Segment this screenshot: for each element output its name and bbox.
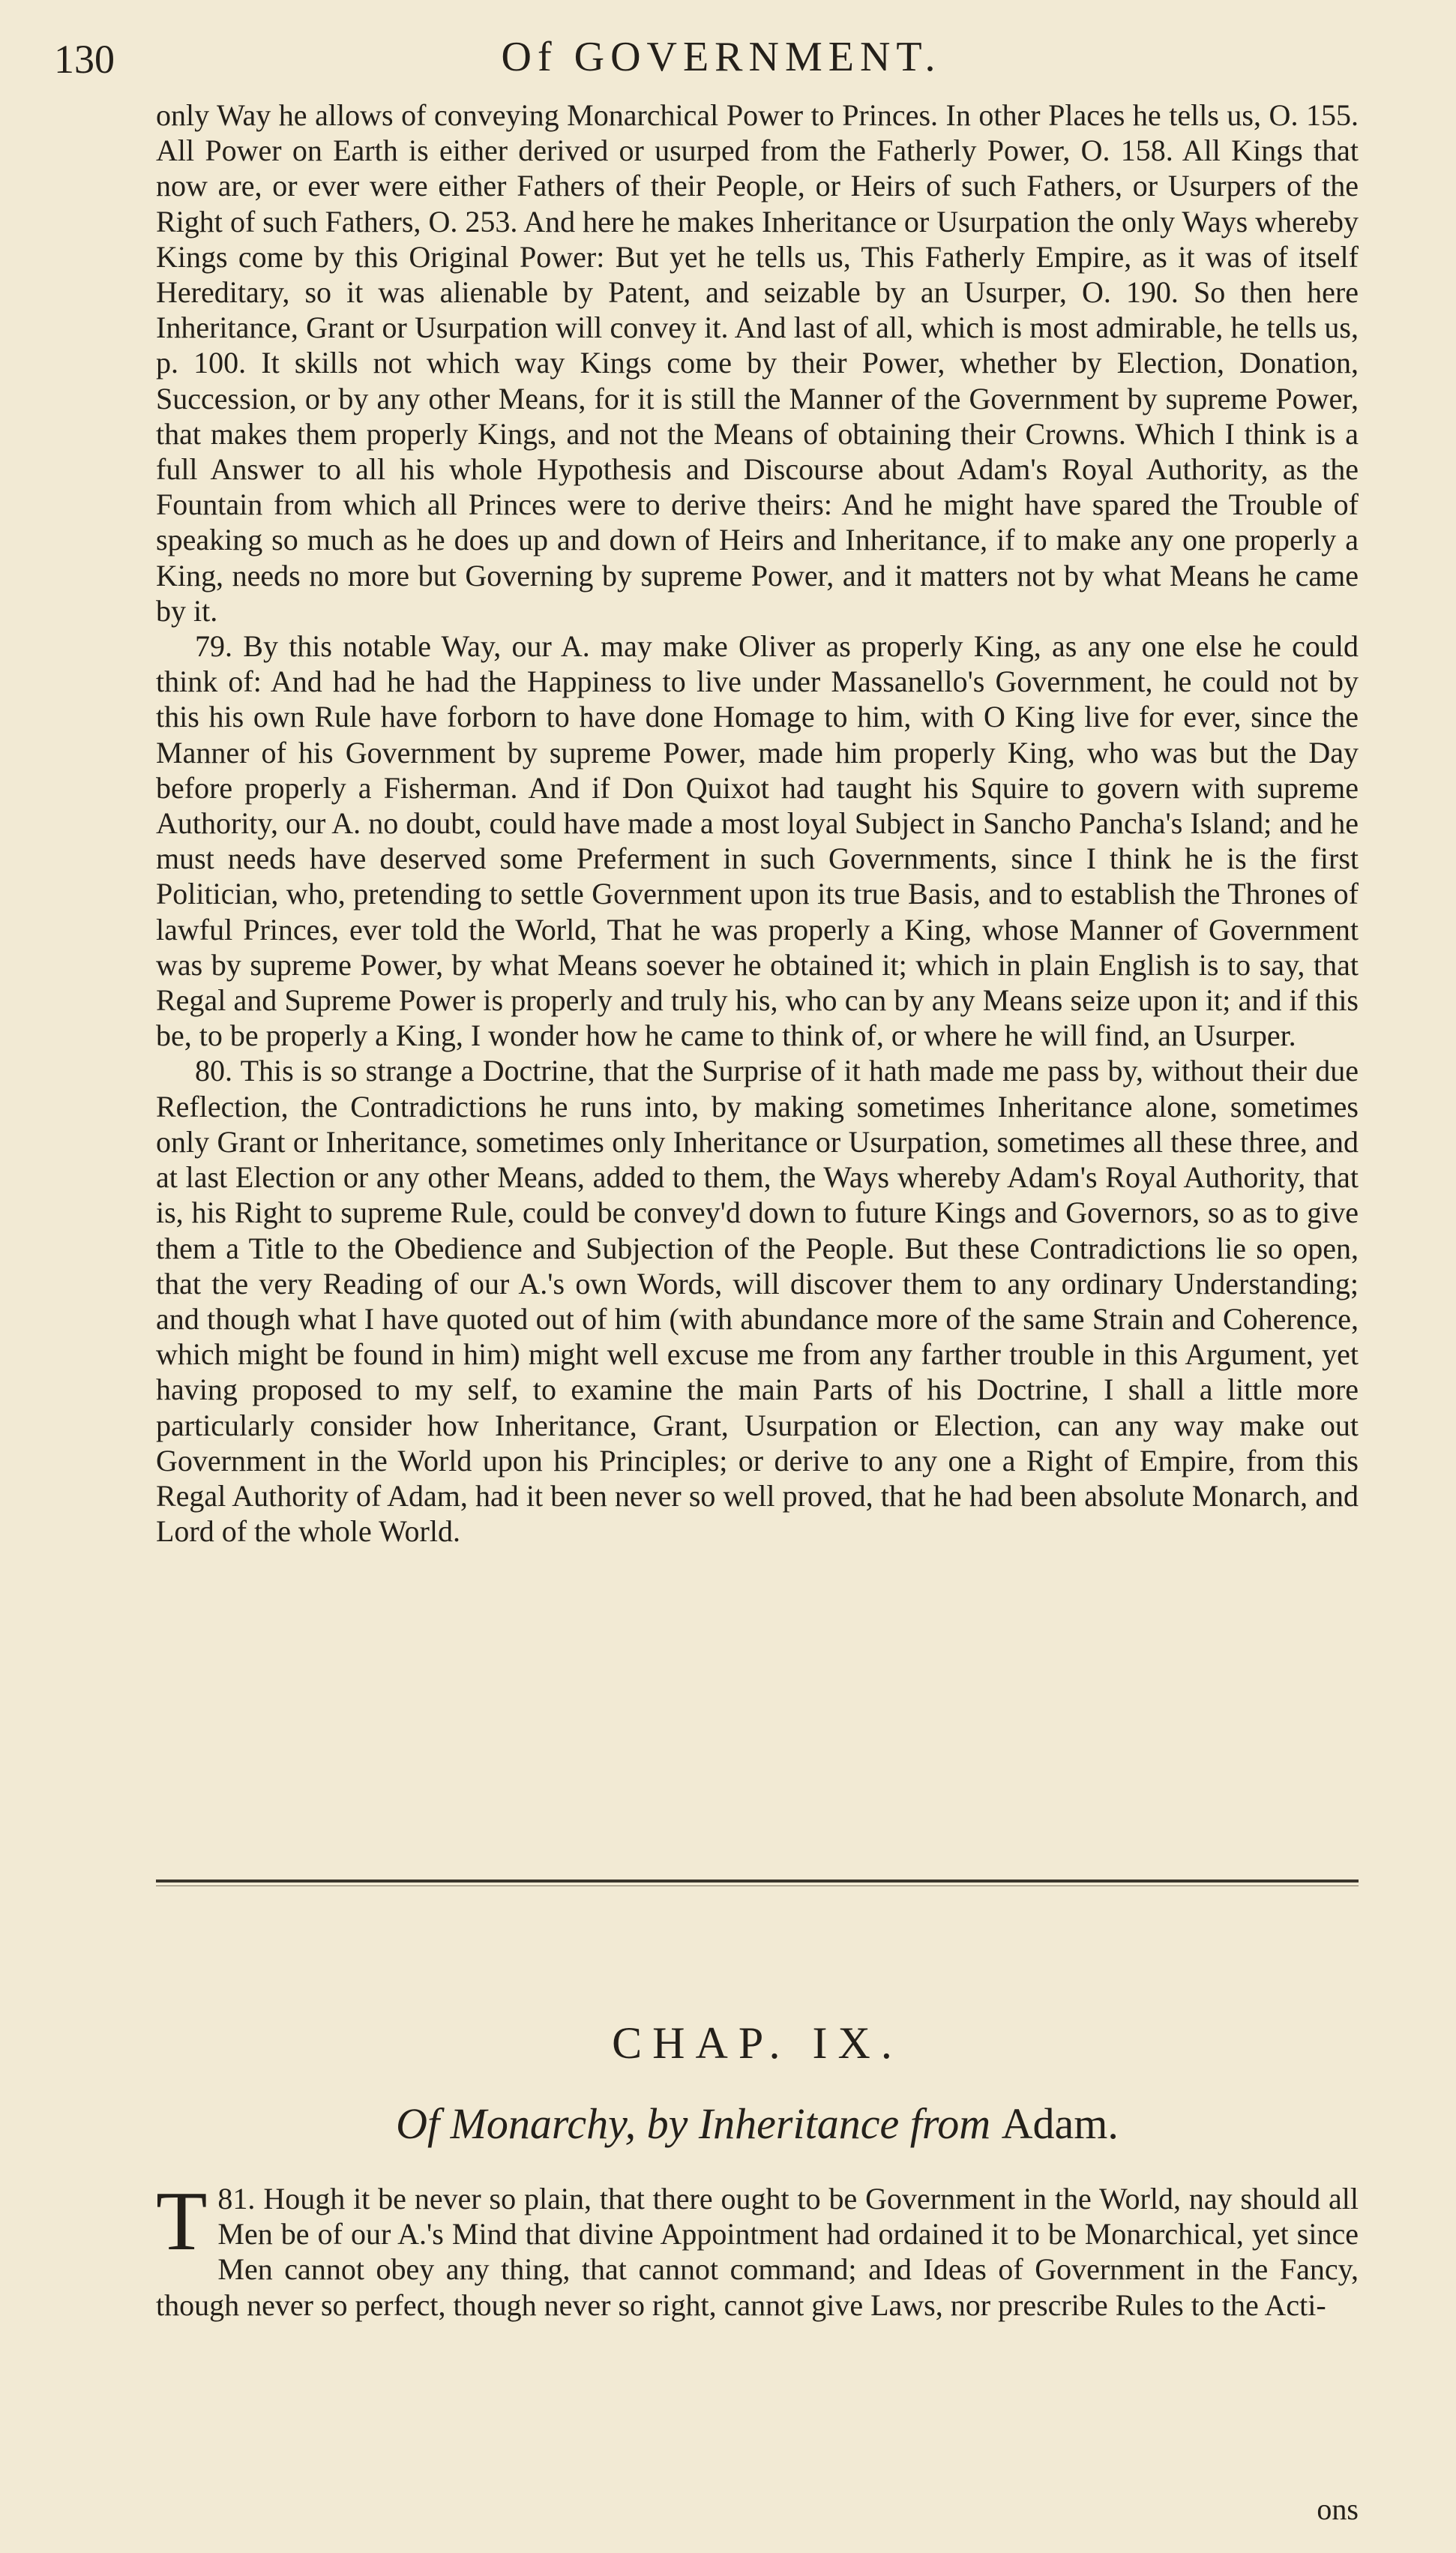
paragraph-80: 80. This is so strange a Doctrine, that the Surprise of it hath made me pass by, without their due Reflection, the Contradictions he runs into, by making sometimes Inheritance alone, sometimes only Grant or Inheritance, sometimes only Inheritance or Usurpation, sometimes all these three, and at last Election or any other Means, added to them, the Ways whereby Adam's Royal Authority, that is, his Right to supreme Rule, could be convey'd down to future Kings and Governors, so as to give them a Title to the Obedience and Subjection of the People. But these Contradictions lie so open, that the very Reading of our A.'s own Words, will discover them to any ordinary Understanding; and though what I have quoted out of him (with abundance more of the same Strain and Coherence, which might be found in him) might well excuse me from any farther trouble in this Argument, yet having proposed to my self, to examine the main Parts of his Doctrine, I shall a little more particularly consider how Inheritance, Grant, Usurpation or Election, can any way make out Government in the World upon his Principles; or derive to any one a Right of Empire, from this Regal Authority of Adam, had it been never so well proved, that he had been absolute Monarch, and Lord of the whole World. <box>156 1054 1359 1549</box>
body-text <box>156 98 1359 1549</box>
chapter-heading: CHAP. IX. <box>612 2018 903 2068</box>
chapter-subtitle <box>156 2098 1359 2149</box>
running-head <box>46 30 1396 90</box>
drop-cap: T <box>156 2175 208 2268</box>
catchword: ons <box>1317 2492 1359 2526</box>
running-title: Of GOVERNMENT. <box>501 34 942 80</box>
page-number: 130 <box>54 37 115 82</box>
chapter-text <box>156 2175 1359 2323</box>
section-divider <box>156 1880 1359 1882</box>
chapter-subtitle-name: Adam. <box>1001 2099 1119 2148</box>
paragraph-continuation: only Way he allows of conveying Monarchical Power to Princes. In other Places he tells us, O. 155. All Power on Earth is either derived or usurped from the Fatherly Power, O. 158. All Kings that now are, or ever were either Fathers of their People, or Heirs of such Fathers, or Usurpers of the Right of such Fathers, O. 253. And here he makes Inheritance or Usurpation the only Ways whereby Kings come by this Original Power: But yet he tells us, This Fatherly Empire, as it was of itself Hereditary, so it was alienable by Patent, and seizable by an Usurper, O. 190. So then here Inheritance, Grant or Usurpation will convey it. And last of all, which is most admirable, he tells us, p. 100. It skills not which way Kings come by their Power, whether by Election, Donation, Succession, or by any other Means, for it is still the Manner of the Government by supreme Power, that makes them properly Kings, and not the Means of obtaining their Crowns. Which I think is a full Answer to all his whole Hypothesis and Discourse about Adam's Royal Authority, as the Fountain from which all Princes were to derive theirs: And he might have spared the Trouble of speaking so much as he does up and down of Heirs and Inheritance, if to make any one properly a King, needs no more but Governing by supreme Power, and it matters not by what Means he came by it. <box>156 98 1359 628</box>
chapter-subtitle-text: Of Monarchy, by Inheritance from <box>396 2099 991 2148</box>
paragraph-number: 81. <box>217 2182 256 2216</box>
paragraph-81 <box>156 2175 1359 2323</box>
paragraph-79: 79. By this notable Way, our A. may make Oliver as properly King, as any one else he could think of: And had he had the Happiness to live under Massanello's Government, he could not by this his own Rule have forborn to have done Homage to him, with O King live for ever, since the Manner of his Government by supreme Power, made him properly King, who was but the Day before properly a Fisherman. And if Don Quixot had taught his Squire to govern with supreme Authority, our A. no doubt, could have made a most loyal Subject in Sancho Pancha's Island; and he must needs have deserved some Preferment in such Governments, since I think he is the first Politician, who, pretending to settle Government upon its true Basis, and to establish the Thrones of lawful Princes, ever told the World, That he was properly a King, whose Manner of Government was by supreme Power, by what Means soever he obtained it; which in plain English is to say, that Regal and Supreme Power is properly and truly his, who can by any Means seize upon it; and if this be, to be properly a King, I wonder how he came to think of, or where he will find, an Usurper. <box>156 629 1359 1053</box>
paragraph-81-text: Hough it be never so plain, that there ought to be Government in the World, nay should all Men be of our A.'s Mind that divine Appointment had ordained it to be Monarchical, yet since Men cannot obey any thing, that cannot command; and Ideas of Government in the Fancy, though never so perfect, though never so right, cannot give Laws, nor prescribe Rules to the Acti- <box>156 2182 1359 2322</box>
